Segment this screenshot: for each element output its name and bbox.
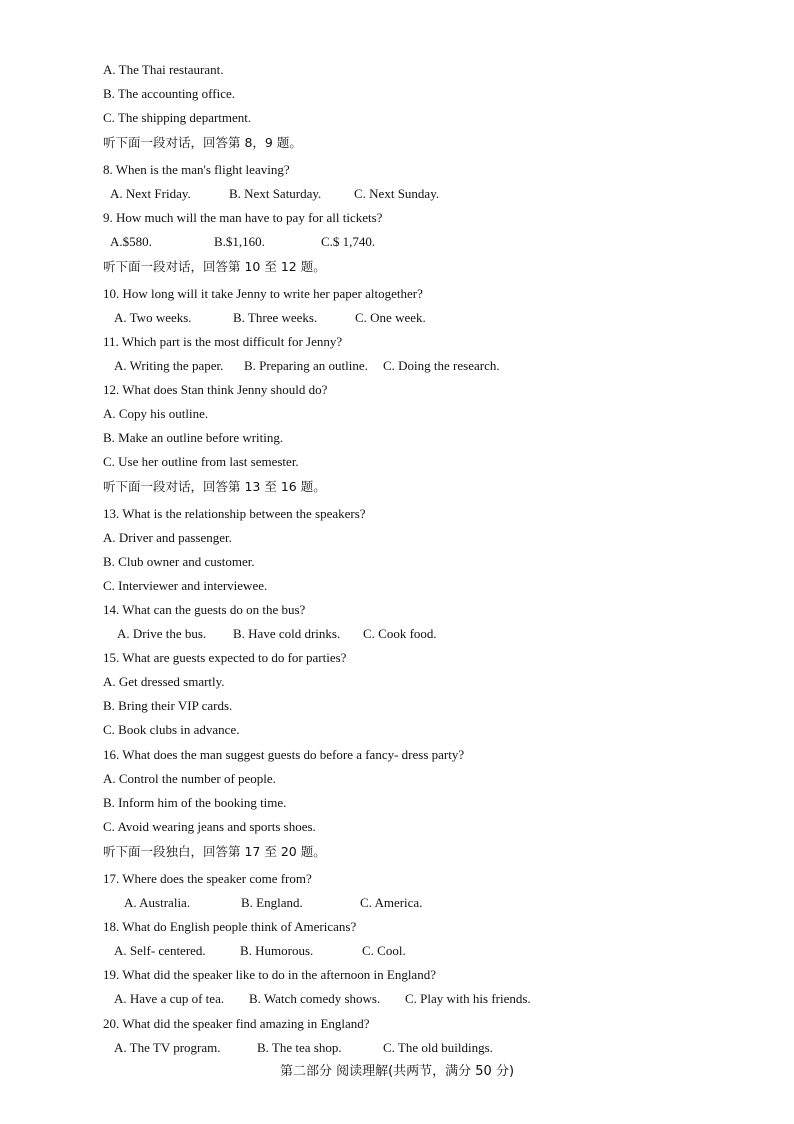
- question-8: 8. When is the man's flight leaving?: [103, 162, 290, 177]
- q14-option-a: A. Drive the bus.: [117, 626, 207, 641]
- q13-option-b: B. Club owner and customer.: [103, 554, 255, 569]
- q17-option-b: B. England.: [241, 895, 303, 910]
- q7-option-b: B. The accounting office.: [103, 86, 236, 101]
- question-12: 12. What does Stan think Jenny should do?: [103, 382, 328, 397]
- q18-option-a: A. Self- centered.: [114, 943, 206, 958]
- q10-option-c: C. One week.: [355, 310, 426, 325]
- q19-option-b: B. Watch comedy shows.: [249, 991, 381, 1006]
- question-20: 20. What did the speaker find amazing in England?: [103, 1016, 370, 1031]
- question-10: 10. How long will it take Jenny to write her paper altogether?: [103, 286, 423, 301]
- question-14: 14. What can the guests do on the bus?: [103, 602, 306, 617]
- q19-option-a: A. Have a cup of tea.: [114, 991, 225, 1006]
- q8-option-a: A. Next Friday.: [110, 186, 191, 201]
- q15-option-c: C. Book clubs in advance.: [103, 722, 240, 737]
- q10-option-b: B. Three weeks.: [233, 310, 318, 325]
- section-instruction: 听下面一段对话，回答第 10 至 12 题。: [103, 259, 326, 274]
- q15-option-b: B. Bring their VIP cards.: [103, 698, 233, 713]
- section-instruction: 听下面一段对话，回答第 13 至 16 题。: [103, 479, 326, 494]
- question-13: 13. What is the relationship between the speakers?: [103, 506, 366, 521]
- q10-option-a: A. Two weeks.: [114, 310, 192, 325]
- section-instruction: 听下面一段对话，回答第 8，9 题。: [103, 135, 302, 150]
- q12-option-c: C. Use her outline from last semester.: [103, 454, 299, 469]
- section-instruction: 听下面一段独白，回答第 17 至 20 题。: [103, 844, 326, 859]
- q11-option-b: B. Preparing an outline.: [244, 358, 368, 373]
- q19-option-c: C. Play with his friends.: [405, 991, 531, 1006]
- part-two-heading: 第二部分 阅读理解(共两节，满分 50 分): [279, 1064, 515, 1079]
- q14-option-b: B. Have cold drinks.: [233, 626, 341, 641]
- question-16: 16. What does the man suggest guests do before a fancy- dress party?: [103, 747, 465, 762]
- q12-option-b: B. Make an outline before writing.: [103, 430, 284, 445]
- q11-option-a: A. Writing the paper.: [114, 358, 224, 373]
- question-11: 11. Which part is the most difficult for Jenny?: [103, 334, 343, 349]
- question-18: 18. What do English people think of Americans?: [103, 919, 357, 934]
- q20-option-c: C. The old buildings.: [383, 1040, 493, 1055]
- q7-option-a: A. The Thai restaurant.: [103, 62, 224, 77]
- q16-option-a: A. Control the number of people.: [103, 771, 276, 786]
- q8-option-b: B. Next Saturday.: [229, 186, 322, 201]
- q20-option-a: A. The TV program.: [114, 1040, 221, 1055]
- q9-option-c: C.$ 1,740.: [321, 234, 376, 249]
- question-19: 19. What did the speaker like to do in the afternoon in England?: [103, 967, 436, 982]
- q13-option-c: C. Interviewer and interviewee.: [103, 578, 268, 593]
- q9-option-a: A.$580.: [110, 234, 152, 249]
- q18-option-b: B. Humorous.: [240, 943, 314, 958]
- q13-option-a: A. Driver and passenger.: [103, 530, 232, 545]
- q16-option-b: B. Inform him of the booking time.: [103, 795, 287, 810]
- q9-option-b: B.$1,160.: [214, 234, 265, 249]
- question-9: 9. How much will the man have to pay for all tickets?: [103, 210, 383, 225]
- q14-option-c: C. Cook food.: [363, 626, 437, 641]
- q12-option-a: A. Copy his outline.: [103, 406, 209, 421]
- q7-option-c: C. The shipping department.: [103, 110, 252, 125]
- q15-option-a: A. Get dressed smartly.: [103, 674, 225, 689]
- q17-option-c: C. America.: [360, 895, 423, 910]
- q17-option-a: A. Australia.: [124, 895, 191, 910]
- q18-option-c: C. Cool.: [362, 943, 406, 958]
- q16-option-c: C. Avoid wearing jeans and sports shoes.: [103, 819, 316, 834]
- question-15: 15. What are guests expected to do for parties?: [103, 650, 347, 665]
- question-17: 17. Where does the speaker come from?: [103, 871, 312, 886]
- q11-option-c: C. Doing the research.: [383, 358, 500, 373]
- q20-option-b: B. The tea shop.: [257, 1040, 342, 1055]
- q8-option-c: C. Next Sunday.: [354, 186, 440, 201]
